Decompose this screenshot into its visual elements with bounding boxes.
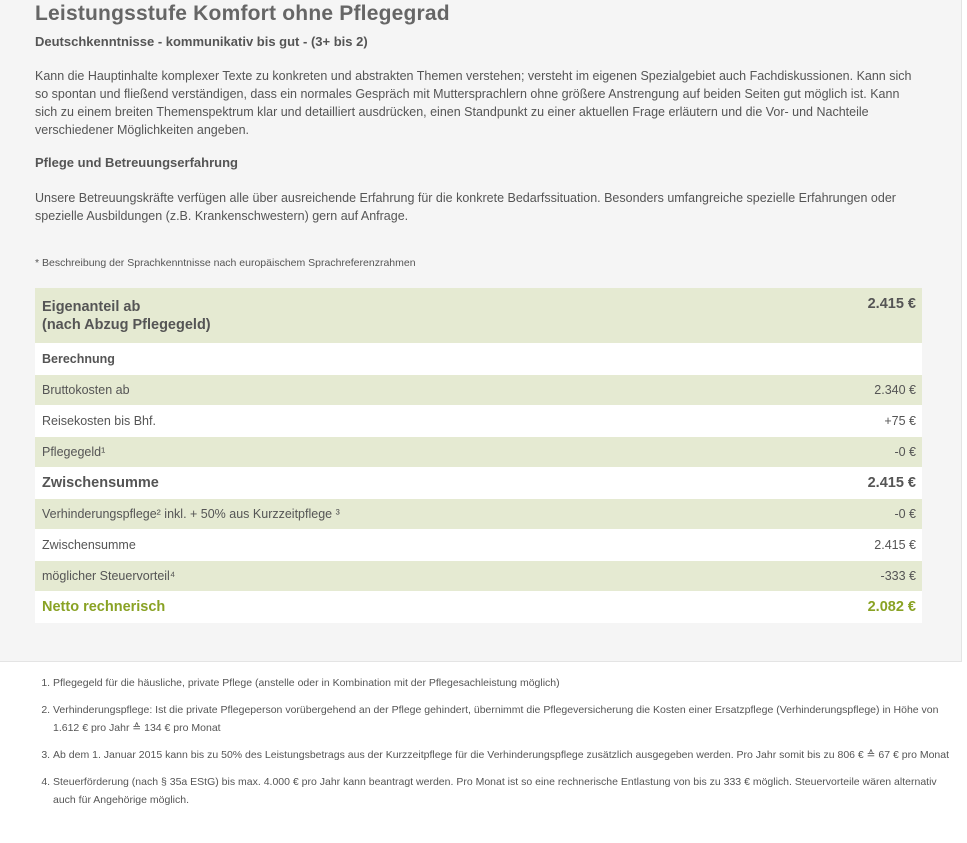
footnote-2: 2. Verhinderungspflege: Ist die private Pflegeperson vorübergehend an der Pflege gehindert, übernimmt die Pflegeversicherung die Kosten einer Ersatzpflege (Verhinderungspflege) in Höhe von 1.612 € pro Jahr ≙ 134 € pro Monat: [53, 701, 960, 737]
table-row-reisekosten: [35, 406, 922, 437]
footnote-4: 4. Steuerförderung (nach § 35a EStG) bis max. 4.000 € pro Jahr kann beantragt werden. Pro Monat ist so eine rechnerische Entlastung von bis zu 333 € möglich. Steuervorteile wären alternativ auch für Angehörige möglich.: [53, 773, 960, 809]
netto-value: 2.082 €: [776, 592, 922, 623]
table-row-netto: [35, 592, 922, 623]
berechnung-empty: [776, 344, 922, 375]
eigenanteil-label-line-1: Eigenanteil ab: [42, 298, 141, 315]
row-value: 2.415 €: [776, 468, 922, 499]
language-description: Kann die Hauptinhalte komplexer Texte zu konkreten und abstrakten Themen verstehen; versteht im eigenen Spezialgebiet auch Fachdiskussionen. Kann sich so spontan und fließend verständigen, dass ein normales Gespräch mit Muttersprachlern ohne größere Anstrengung auf beiden Seiten gut möglich ist. Kann sich zu einem breiten Themenspektrum klar und detailliert ausdrücken, einen Standpunkt zu einer aktuellen Frage erläutern und die Vor- und Nachteile verschiedener Möglichkeiten angeben.: [35, 69, 912, 137]
table-row-steuervorteil: [35, 561, 922, 592]
row-label: Zwischensumme: [35, 530, 776, 561]
row-label: Reisekosten bis Bhf.: [35, 406, 776, 437]
row-value: +75 €: [776, 406, 922, 437]
row-label: Pflegegeld¹: [35, 437, 776, 468]
table-row-berechnung: [35, 344, 922, 375]
table-row-zwischensumme-2: [35, 530, 922, 561]
table-row-verhinderungspflege: [35, 499, 922, 530]
eigenanteil-value: 2.415 €: [776, 288, 922, 344]
table-row-eigenanteil: [35, 288, 922, 344]
row-label: Zwischensumme: [35, 468, 776, 499]
footnote-3: 3. Ab dem 1. Januar 2015 kann bis zu 50% des Leistungsbetrags aus der Kurzzeitpflege für die Verhinderungspflege zusätzlich ausgegeben werden. Pro Jahr somit bis zu 806 € ≙ 67 € pro Monat: [53, 746, 960, 764]
row-value: 2.415 €: [776, 530, 922, 561]
table-row-zwischensumme-1: [35, 468, 922, 499]
page-title: Leistungsstufe Komfort ohne Pflegegrad: [35, 2, 450, 25]
eigenanteil-label-line-2: (nach Abzug Pflegegeld): [42, 316, 211, 333]
footnotes-list: [35, 674, 960, 818]
netto-label: Netto rechnerisch: [35, 592, 776, 623]
row-label: möglicher Steuervorteil⁴: [35, 561, 776, 592]
footnote-1: 1. Pflegegeld für die häusliche, private Pflege (anstelle oder in Kombination mit der Pflegesachleistung möglich): [53, 674, 960, 692]
row-value: -0 €: [776, 437, 922, 468]
cost-table: [35, 288, 922, 623]
row-value: -333 €: [776, 561, 922, 592]
language-reference-note: * Beschreibung der Sprachkenntnisse nach europäischem Sprachreferenzrahmen: [35, 257, 416, 269]
row-value: -0 €: [776, 499, 922, 530]
row-label: Bruttokosten ab: [35, 375, 776, 406]
row-label: Verhinderungspflege² inkl. + 50% aus Kurzzeitpflege ³: [35, 499, 776, 530]
row-value: 2.340 €: [776, 375, 922, 406]
care-description: Unsere Betreuungskräfte verfügen alle über ausreichende Erfahrung für die konkrete Bedarfssituation. Besonders umfangreiche spezielle Erfahrungen oder spezielle Ausbildungen (z.B. Krankenschwestern) gern auf Anfrage.: [35, 191, 896, 223]
table-row-pflegegeld: [35, 437, 922, 468]
language-level-subtitle: Deutschkenntnisse - kommunikativ bis gut - (3+ bis 2): [35, 34, 368, 49]
table-row-bruttokosten: [35, 375, 922, 406]
eigenanteil-label: [35, 288, 776, 344]
berechnung-label: Berechnung: [35, 344, 776, 375]
care-heading: Pflege und Betreuungserfahrung: [35, 155, 238, 170]
